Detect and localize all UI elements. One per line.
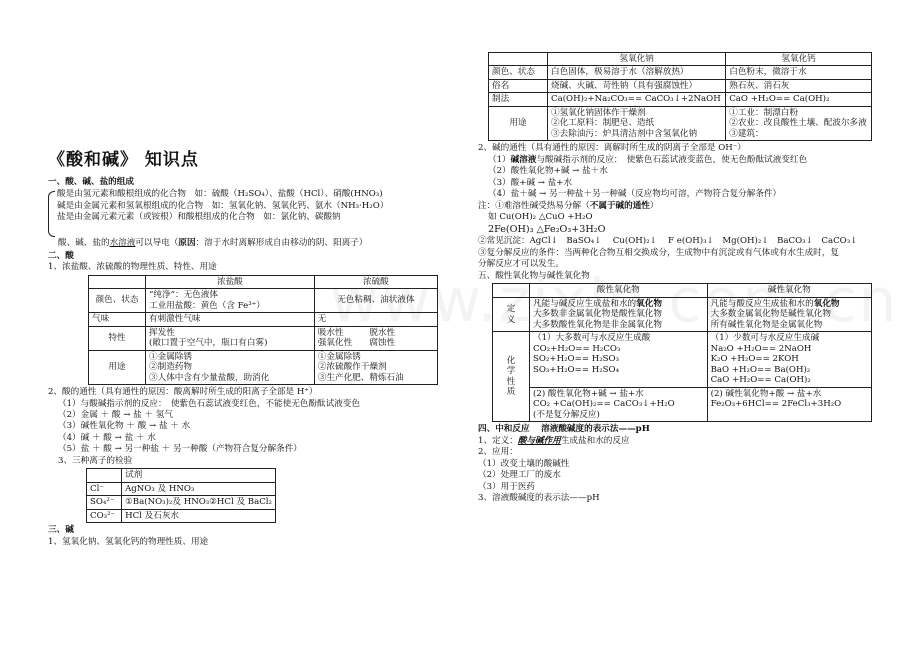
table-header: 氢氧化钙: [726, 53, 872, 66]
acid-properties-table: [88, 275, 438, 385]
acid-subheading-2: 2、酸的通性（具有通性的原因：酸离解时所生成的阳离子全部是 H⁺）: [48, 387, 318, 398]
base-property: （3）酸+碱 → 盐+水: [488, 177, 573, 188]
section-4-heading: 四、中和反应 溶液酸碱度的表示法——pH: [478, 424, 650, 435]
base-property: （4）盐＋碱 → 另一种盐＋另一种碱（反应物均可溶，产物符合复分解条件）: [488, 189, 782, 200]
note-double-decomposition-cont: 分解反应才可以发生。: [478, 259, 564, 270]
acid-subheading-1: 1、浓盐酸、浓硫酸的物理性质、特性、用途: [48, 262, 217, 273]
table-header: 浓盐酸: [146, 275, 315, 288]
application-item: （3）用于医药: [478, 481, 536, 492]
applications-heading: 2、应用：: [478, 447, 518, 458]
base-subheading-2: 2、碱的通性（具有通性的原因：离解时所生成的阴离子全部是 OH⁻）: [478, 143, 746, 154]
table-row: 气味 有刺激性气味 无: [89, 313, 438, 326]
table-row: 制法 Ca(OH)₂+Na₂CO₃== CaCO₃↓+2NaOH CaO +H₂O== Ca(OH)₂: [489, 93, 872, 106]
table-header: [489, 53, 548, 66]
table-row: 用途 ①氢氧化钠固体作干燥剂 ②化工原料：制肥皂、造纸 ③去除油污：炉具清洁剂中含氢氧化钠 ①工业：制漂白粉 ②农业：改良酸性土壤、配波尔多液 ③建筑：: [489, 106, 872, 140]
conductivity-line: 酸、碱、盐的水溶液可以导电（原因：溶于水时离解形成自由移动的阴、阳离子）: [58, 238, 368, 249]
section-1-heading: 一、酸、碱、盐的组成: [48, 176, 134, 187]
table-row: 用途 ①金属除锈 ②制造药物 ③人体中含有少量盐酸，助消化 ①金属除锈 ②浓硫酸作干燥剂 ③生产化肥、精炼石油: [89, 350, 438, 384]
table-row: 颜色、状态 “纯净”：无色液体 工业用盐酸：黄色（含 Fe³⁺） 无色粘稠、油状液体: [89, 289, 438, 313]
section-5-heading: 五、酸性氧化物与碱性氧化物: [478, 270, 590, 281]
base-property: （1）碱溶液与酸碱指示剂的反应： 使紫色石蕊试液变蓝色，使无色酚酞试液变红色: [488, 154, 808, 165]
base-subheading-1: 1、氢氧化钠、氢氧化钙的物理性质、用途: [48, 536, 209, 547]
application-item: （1）改变土壤的酸碱性: [478, 458, 570, 469]
table-row: 化 学 性 质 （1）大多数可与水反应生成酸 CO₂+H₂O== H₂CO₃ SO₂+H₂O== H₂SO₃ SO₃+H₂O== H₂SO₄ （1）少数可与水反应生成碱 Na₂O +H₂O== 2NaOH K₂O +H₂O== 2KOH BaO +H₂O== Ba(OH)₂ CaO +H₂O== Ca(OH)₂: [493, 332, 872, 387]
application-item: （2）处理工厂的废水: [478, 470, 561, 481]
ph-heading: 3、溶液酸碱度的表示法——pH: [478, 493, 600, 504]
table-header: [89, 275, 146, 288]
acid-definition: 酸是由氢元素和酸根组成的化合物 如：硫酸（H₂SO₄）、盐酸（HCl）、硝酸(HNO₃): [57, 189, 383, 200]
base-property: （2）酸性氧化物+碱 → 盐＋水: [488, 166, 608, 177]
note-insoluble-base: 注：①难溶性碱受热易分解（不属于碱的通性）: [478, 200, 659, 211]
equation-2: 2Fe(OH)₃ △Fe₂O₃+3H₂O: [488, 223, 606, 235]
acid-property: （3）碱性氧化物 ＋ 酸 → 盐 ＋ 水: [58, 421, 191, 432]
equation-1: 如 Cu(OH)₂ △CuO +H₂O: [488, 212, 593, 223]
neutralization-definition: 1、定义：酸与碱作用生成盐和水的反应: [478, 435, 630, 446]
table-header: 试剂: [122, 469, 276, 482]
base-properties-table: [488, 52, 872, 141]
table-row: Cl⁻ AgNO₃ 及 HNO₃: [87, 482, 276, 495]
brace-icon: [48, 191, 55, 237]
section-3-heading: 三、碱: [48, 525, 74, 536]
acid-property: （5）盐 ＋ 酸 → 另一种盐 ＋ 另一种酸（产物符合复分解条件）: [58, 444, 302, 455]
table-row: (2) 酸性氧化物+碱 → 盐+水 CO₂ +Ca(OH)₂== CaCO₃↓+H₂O (不是复分解反应) (2) 碱性氧化物+酸 → 盐+水 Fe₂O₃+6HCl== 2FeCl₃+3H₂O: [493, 387, 872, 421]
acid-property: （4）碱 ＋ 酸 → 盐 ＋ 水: [58, 432, 156, 443]
salt-definition: 盐是由金属元素元素（或铵根）和酸根组成的化合物 如：氯化钠、碳酸钠: [57, 212, 341, 223]
note-double-decomposition: ③复分解反应的条件：当两种化合物互相交换成分，生成物中有沉淀或有气体或有水生成时，复: [478, 247, 839, 258]
table-header: 浓硫酸: [314, 275, 437, 288]
composition-group: [48, 188, 450, 237]
base-definition: 碱是由金属元素和氢氧根组成的化合物 如：氢氧化钠、氢氧化钙、氨水（NH₃·H₂O）: [57, 200, 389, 211]
acid-property: （1）与酸碱指示剂的反应： 使紫色石蕊试液变红色，不能使无色酚酞试液变色: [58, 398, 360, 409]
table-row: SO₄²⁻ ①Ba(NO₃)₂及 HNO₃②HCl 及 BaCl₂: [87, 496, 276, 509]
table-row: 俗名 烧碱、火碱、苛性钠（具有强腐蚀性） 熟石灰、消石灰: [489, 79, 872, 92]
left-column: [44, 150, 450, 548]
table-row: 特性 挥发性 (敞口置于空气中，瓶口有白雾) 吸水性 脱水性 强氧化性 腐蚀性: [89, 326, 438, 350]
ion-test-table: [86, 468, 276, 523]
table-row: 颜色、状态 白色固体，极易溶于水（溶解放热） 白色粉末，微溶于水: [489, 66, 872, 79]
oxide-table: [492, 283, 872, 422]
table-row: 定 义 凡能与碱反应生成盐和水的氧化物 大多数非金属氧化物是酸性氧化物 大多数酸性氧化物是非金属氧化物 凡能与酸反应生成盐和水的氧化物 大多数金属氧化物是碱性氧化物 所有碱性氧化物是金属氧化物: [493, 297, 872, 331]
note-precipitates: ②常见沉淀：AgCl↓ BaSO₄↓ Cu(OH)₂↓ F e(OH)₃↓ Mg(OH)₂↓ BaCO₃↓ CaCO₃↓: [478, 236, 858, 247]
table-header: 氢氧化钠: [548, 53, 726, 66]
right-column: [474, 50, 884, 505]
table-header: 碱性氧化物: [707, 284, 871, 297]
acid-property: （2）金属 ＋ 酸 → 盐 ＋ 氢气: [58, 410, 173, 420]
section-2-heading: 二、酸: [48, 250, 74, 261]
document-title: 《酸和碱》 知识点: [48, 150, 199, 170]
table-row: CO₃²⁻ HCl 及石灰水: [87, 509, 276, 522]
table-header: 酸性氧化物: [530, 284, 708, 297]
acid-subheading-3: 3、三种离子的检验: [58, 455, 133, 466]
